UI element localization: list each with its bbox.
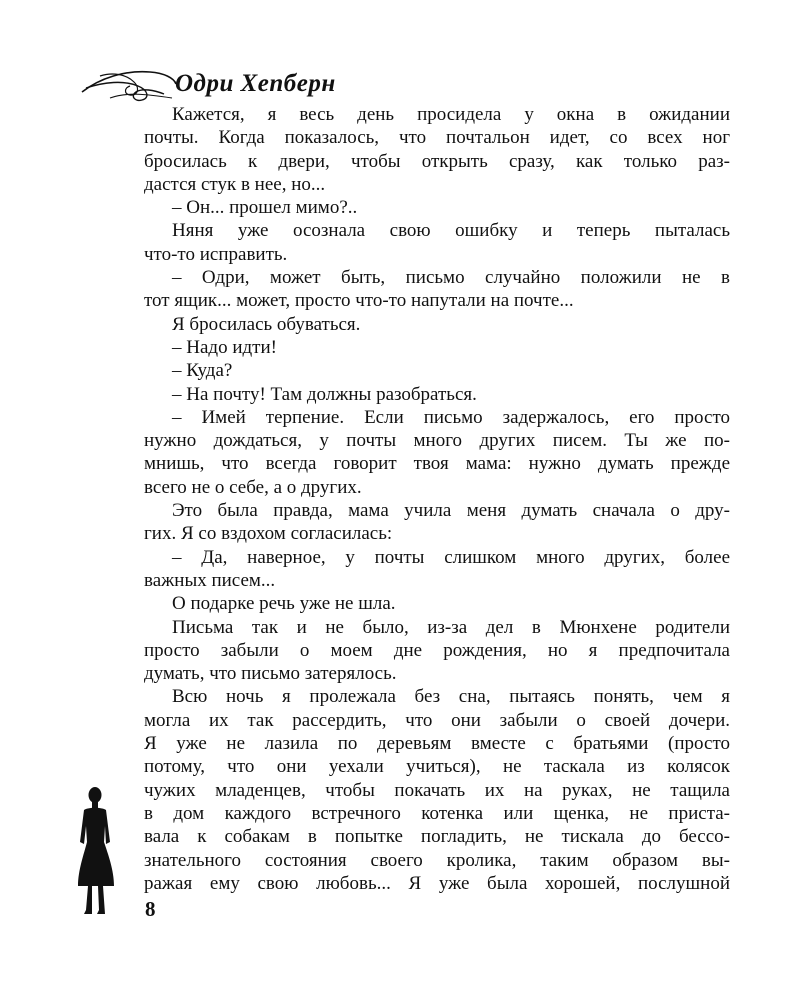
text-line: – Надо идти! <box>172 336 277 358</box>
text-line: дастся стук в нее, но... <box>144 173 326 195</box>
text-line: Кажется, я весь день просидела у окна в ожидании <box>172 104 730 125</box>
body-text <box>144 103 730 895</box>
text-line: Я бросилась обуваться. <box>172 313 361 335</box>
text-line: ражая ему свою любовь... Я уже была хорошей, послушной <box>144 872 730 894</box>
text-line: просто забыли о моем дне рождения, но я предпочитала <box>144 639 730 661</box>
text-line: тот ящик... может, просто что-то напутали на почте... <box>144 290 574 312</box>
text-line: нужно дождаться, у почты много других писем. Ты же по- <box>144 430 730 452</box>
text-line: чужих младенцев, чтобы покачать их на руках, не тащила <box>144 779 730 801</box>
text-line: – Он... прошел мимо?.. <box>172 197 358 219</box>
text-line: О подарке речь уже не шла. <box>172 593 396 615</box>
text-line: бросилась к двери, чтобы открыть сразу, как только раз- <box>144 150 730 172</box>
text-line: вала к собакам в попытке погладить, не тискала до бессо- <box>144 826 730 848</box>
text-line: – На почту! Там должны разобраться. <box>172 383 477 405</box>
text-line: знательного состояния своего кролика, таким образом вы- <box>144 849 730 871</box>
text-line: могла их так рассердить, что они забыли о своей дочери. <box>144 709 730 731</box>
text-line: потому, что они уехали учиться), не таскала из колясок <box>144 756 730 778</box>
text-line: – Да, наверное, у почты слишком много других, более <box>172 546 730 568</box>
text-line: – Куда? <box>172 360 233 382</box>
text-line: Это была правда, мама учила меня думать сначала о дру- <box>172 500 730 522</box>
flourish-ornament-icon <box>80 62 180 106</box>
page-number: 8 <box>145 897 156 921</box>
text-line: гих. Я со вздохом согласилась: <box>144 523 393 545</box>
text-line: думать, что письмо затерялось. <box>144 663 397 685</box>
running-header <box>80 62 720 108</box>
text-line: – Имей терпение. Если письмо задержалось, его просто <box>172 406 730 428</box>
text-line: Я уже не лазила по деревьям вместе с братьями (просто <box>144 733 730 755</box>
text-line: Всю ночь я пролежала без сна, пытаясь понять, чем я <box>172 686 730 708</box>
text-line: что-то исправить. <box>144 243 288 265</box>
text-line: Письма так и не было, из-за дел в Мюнхене родители <box>172 616 730 638</box>
woman-silhouette-icon <box>72 786 116 916</box>
running-title: Одри Хепберн <box>175 70 336 97</box>
text-line: в дом каждого встречного котенка или щенка, не приста- <box>144 802 730 824</box>
text-line: почты. Когда показалось, что почтальон идет, со всех ног <box>144 127 730 149</box>
text-line: всего не о себе, а о других. <box>144 476 362 498</box>
text-line: – Одри, может быть, письмо случайно положили не в <box>172 267 730 289</box>
text-line: мнишь, что всегда говорит твоя мама: нужно думать прежде <box>144 453 730 475</box>
text-line: Няня уже осознала свою ошибку и теперь пыталась <box>172 220 730 242</box>
text-line: важных писем... <box>144 569 276 591</box>
